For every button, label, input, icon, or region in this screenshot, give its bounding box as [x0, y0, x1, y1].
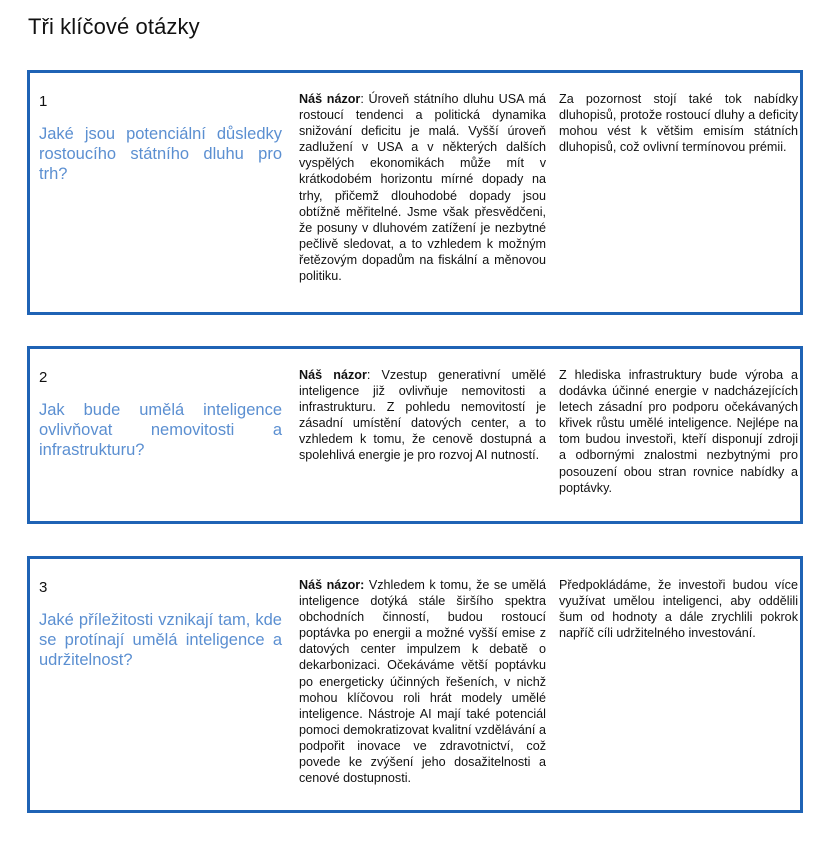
- opinion-column: [288, 349, 546, 521]
- opinion-paragraph: [299, 367, 546, 464]
- opinion-paragraph: [299, 577, 546, 786]
- question-text: Jaké jsou potenciální důsledky rostoucího státního dluhu pro trh?: [39, 125, 282, 183]
- detail-column: [546, 73, 798, 312]
- question-text: Jaké příležitosti vznikají tam, kde se protínají umělá inteligence a udržitelnost?: [39, 611, 282, 669]
- opinion-text: Vzhledem k tomu, že se umělá inteligence dotýká stále širšího spektra obchodních činností, budou rostoucí poptávka po energii a možné vyšší emise z datových center impulzem k debatě o dekarbonizaci. Očekáváme větší poptávku po energeticky účinných řešeních, v nichž mohou klíčovou roli hrát modely umělé inteligence. Nástroje AI mají také potenciál pomoci demokratizovat kvalitní vzdělávání a podpořit inovace ve zdravotnictví, což povede ke zvýšení jeho dosažitelnosti a cenové dostupnosti.: [299, 578, 546, 786]
- opinion-column: [288, 559, 546, 810]
- opinion-paragraph: [299, 91, 546, 284]
- detail-text: Za pozornost stojí také tok nabídky dluhopisů, protože rostoucí dluhy a deficity mohou vést k většim emisím státních dluhopisů, což ovlivní termínovou prémii.: [559, 92, 798, 155]
- question-card-3: [27, 556, 803, 813]
- question-card-1: [27, 70, 803, 315]
- question-column: [30, 349, 282, 521]
- question-column: [30, 559, 282, 810]
- question-text: Jak bude umělá inteligence ovlivňovat nemovitosti a infrastrukturu?: [39, 401, 282, 459]
- question-number: 2: [39, 369, 48, 386]
- opinion-text: : Vzestup generativní umělé inteligence již ovlivňuje nemovitosti a infrastrukturu. Z pohledu nemovitostí je zásadní umístění datových center, a to vzhledem k tomu, že cenově dostupná a spolehlivá energie je pro rozvoj AI nutností.: [299, 368, 546, 463]
- opinion-label: Náš názor:: [299, 578, 365, 592]
- detail-column: [546, 559, 798, 810]
- question-number: 1: [39, 93, 48, 110]
- opinion-label: Náš názor: [299, 368, 367, 382]
- page-title: Tři klíčové otázky: [28, 14, 200, 39]
- question-column: [30, 73, 282, 312]
- question-card-2: [27, 346, 803, 524]
- opinion-label: Náš názor: [299, 92, 361, 106]
- opinion-column: [288, 73, 546, 312]
- detail-column: [546, 349, 798, 521]
- detail-text: Z hlediska infrastruktury bude výroba a dodávka účinné energie v nadcházejících letech zásadní pro podporu očekávaných křivek růstu umělé inteligence. Nejlépe na tom budou investoři, kteří disponují zdroji a odbornými znalostmi nezbytnými pro posouzení obou stran rovnice nabídky a poptávky.: [559, 368, 798, 495]
- detail-text: Předpokládáme, že investoři budou více využívat umělou inteligenci, aby oddělili šum od hodnoty a dále zrychlili pokrok napříč cíli udržitelného investování.: [559, 578, 798, 641]
- question-number: 3: [39, 579, 48, 596]
- opinion-text: : Úroveň státního dluhu USA má rostoucí tendenci a politická dynamika snižování deficitu je malá. Vyšší úroveň zadlužení v USA a v některých dalších vyspělých ekonomikách může mít v krátkodobém horizontu mírné dopady na trhy, přičemž dlouhodobé dopady jsou obtížně měřitelné. Jsme však přesvědčeni, že posuny v dluhovém zatížení je nezbytné pečlivě sledovat, a to vzhledem k možným řetězovým dopadům na fiskální a měnovou politiku.: [299, 92, 546, 284]
